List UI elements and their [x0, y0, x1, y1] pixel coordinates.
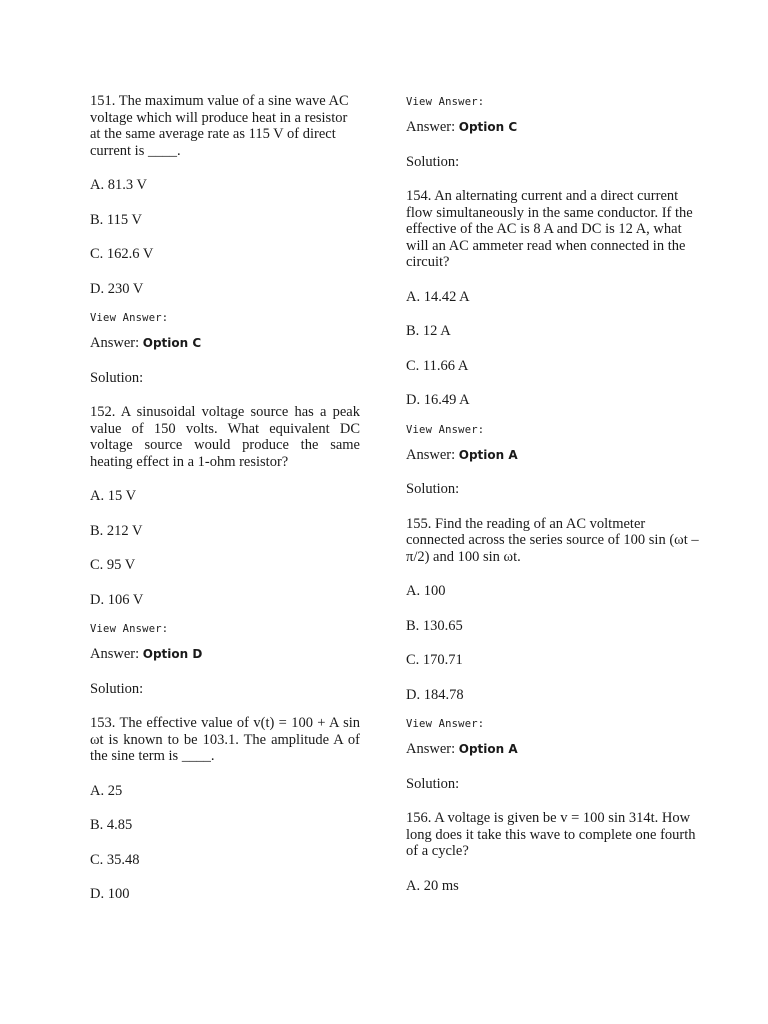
question-text: 151. The maximum value of a sine wave AC voltage which will produce heat in a resistor at the same average rate as 115 V of direct current is ____.	[90, 93, 349, 159]
answer-choice: A. 14.42 A	[406, 288, 470, 305]
answer-choice: D. 184.78	[406, 686, 464, 703]
answer-choice: A. 20 ms	[406, 877, 459, 894]
answer-choice: D. 100	[90, 886, 130, 902]
answer-choice: C. 35.48	[90, 851, 140, 868]
right-column	[406, 95, 702, 894]
answer-prefix: Answer:	[406, 446, 459, 463]
answer-choice: B. 115 V	[90, 211, 142, 228]
question-text: 153. The effective value of v(t) = 100 + A sin ωt is known to be 103.1. The amplitude A of the sine term is ____.	[90, 715, 360, 764]
view-answer-label: View Answer:	[406, 423, 485, 436]
answer-prefix: Answer:	[90, 646, 143, 662]
solution-label: Solution:	[90, 369, 144, 386]
answer-option: Option D	[142, 647, 203, 661]
answer-choice: A. 100	[406, 583, 446, 599]
view-answer-label: View Answer:	[90, 623, 169, 635]
answer-choice: A. 25	[90, 782, 123, 799]
question-text: 154. An alternating current and a direct current flow simultaneously in the same conductor. If the effective of the AC is 8 A and DC is 12 A, what will an AC ammeter read when connected in the circuit?	[406, 188, 693, 270]
answer-prefix: Answer:	[406, 741, 459, 757]
view-answer-label: View Answer:	[90, 312, 169, 324]
answer-choice: A. 81.3 V	[90, 177, 147, 193]
answer-choice: D. 16.49 A	[406, 392, 470, 408]
answer-choice: D. 230 V	[90, 280, 144, 297]
view-answer-label: View Answer:	[406, 718, 485, 730]
view-answer-label: View Answer:	[406, 96, 485, 108]
answer-line	[406, 447, 702, 464]
solution-label: Solution:	[406, 775, 460, 792]
solution-label: Solution:	[406, 481, 460, 497]
left-column	[90, 93, 360, 903]
answer-choice: B. 130.65	[406, 617, 463, 634]
question-text: 155. Find the reading of an AC voltmeter connected across the series source of 100 sin (ωt – π/2) and 100 sin ωt.	[406, 515, 699, 565]
answer-choice: B. 4.85	[90, 817, 133, 833]
answer-option: Option C	[458, 120, 518, 134]
answer-choice: A. 15 V	[90, 488, 137, 504]
answer-line	[406, 119, 702, 136]
question-text: 156. A voltage is given be v = 100 sin 314t. How long does it take this wave to complete one fourth of a cycle?	[406, 810, 696, 859]
answer-option: Option C	[142, 336, 202, 350]
answer-choice: B. 212 V	[90, 522, 143, 539]
answer-choice: C. 162.6 V	[90, 246, 154, 262]
question-text: 152. A sinusoidal voltage source has a peak value of 150 volts. What equivalent DC voltage source would produce the same heating effect in a 1-ohm resistor?	[90, 404, 360, 470]
answer-option: Option A	[458, 742, 518, 756]
answer-choice: C. 95 V	[90, 557, 136, 573]
answer-prefix: Answer:	[406, 119, 459, 135]
answer-choice: B. 12 A	[406, 323, 451, 339]
answer-choice: D. 106 V	[90, 591, 144, 608]
answer-prefix: Answer:	[90, 335, 143, 351]
answer-line	[406, 741, 702, 758]
answer-choice: C. 170.71	[406, 652, 463, 668]
answer-line	[90, 335, 360, 352]
answer-choice: C. 11.66 A	[406, 357, 469, 374]
solution-label: Solution:	[90, 680, 144, 697]
answer-option: Option A	[458, 447, 518, 462]
solution-label: Solution:	[406, 153, 460, 170]
answer-line	[90, 646, 360, 663]
